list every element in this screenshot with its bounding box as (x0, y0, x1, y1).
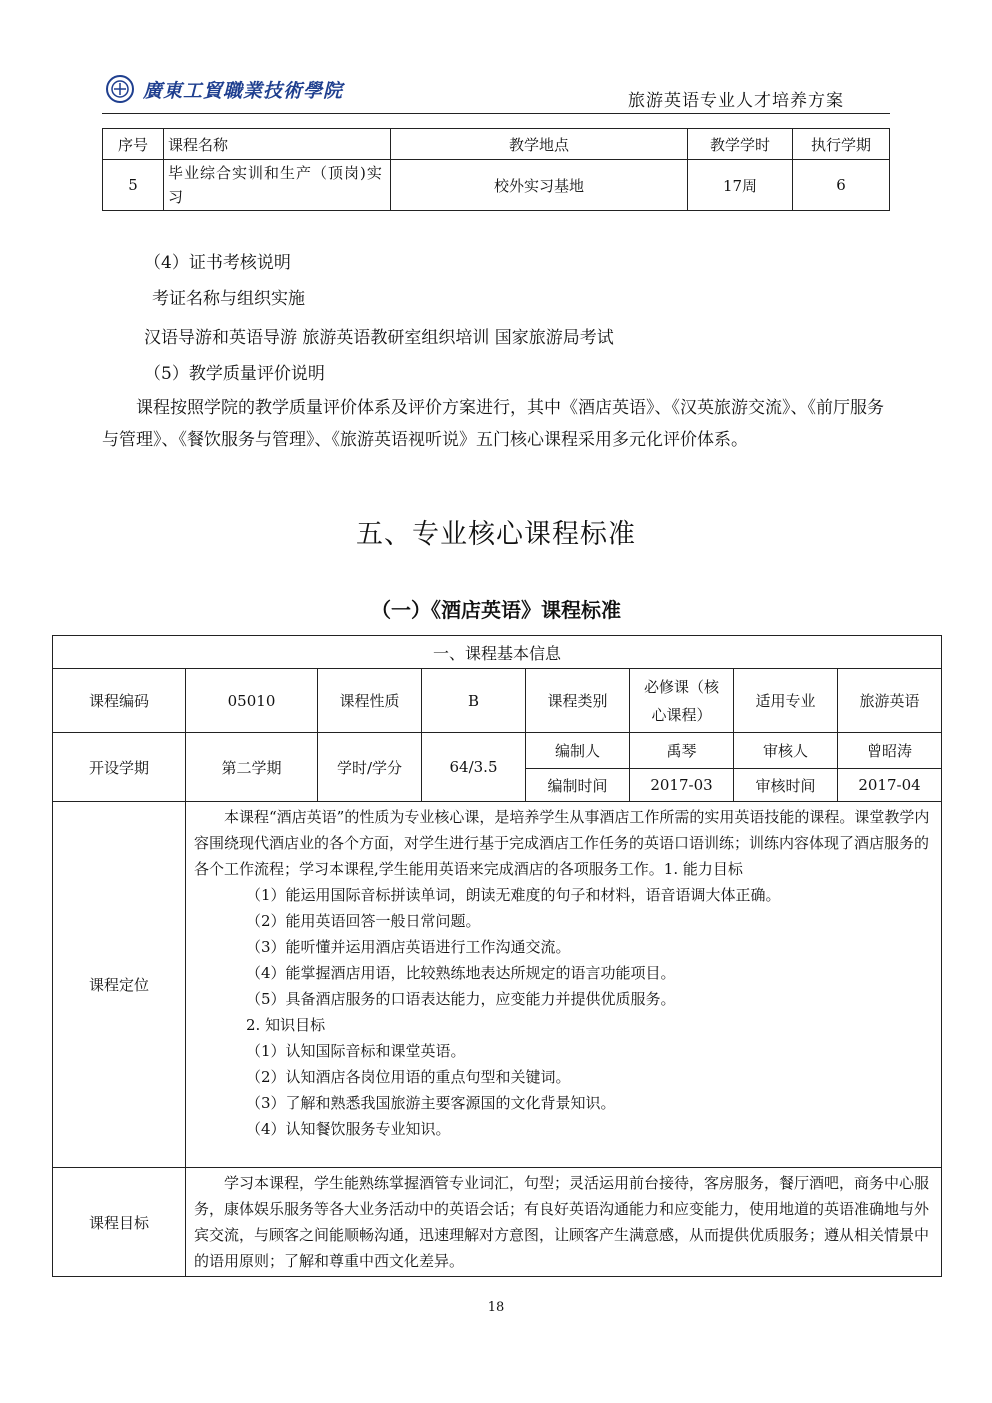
table-row (103, 160, 890, 211)
review-time-label: 审核时间 (734, 769, 838, 802)
position-label: 课程定位 (53, 802, 186, 1168)
edit-time: 2017-03 (630, 769, 734, 802)
knowledge-item: （3）了解和熟悉我国旅游主要客源国的文化背景知识。 (246, 1094, 616, 1112)
knowledge-item: （1）认知国际音标和课堂英语。 (246, 1042, 466, 1060)
header-cell: 序号 (103, 129, 164, 160)
course-hours: 64/3.5 (422, 733, 526, 802)
term-label: 开设学期 (53, 733, 186, 802)
course-reviewer: 曾昭涛 (838, 733, 942, 769)
goal-label: 课程目标 (53, 1168, 186, 1277)
course-position (186, 802, 942, 1168)
editor-label: 编制人 (526, 733, 630, 769)
section-title: 一、课程基本信息 (53, 636, 942, 669)
hours-label: 学时/学分 (318, 733, 422, 802)
header-divider (102, 113, 890, 114)
table-cell: 6 (793, 160, 890, 211)
school-emblem-icon (105, 74, 135, 104)
school-logo (105, 74, 343, 104)
header-cell: 教学地点 (391, 129, 688, 160)
page-number: 18 (487, 1300, 505, 1315)
code-label: 课程编码 (53, 669, 186, 733)
category-label: 课程类别 (526, 669, 630, 733)
knowledge-item: （2）认知酒店各岗位用语的重点句型和关键词。 (246, 1068, 571, 1086)
knowledge-heading: 2. 知识目标 (246, 1016, 326, 1034)
cert-heading: （4）证书考核说明 (144, 253, 291, 273)
ability-item: （5）具备酒店服务的口语表达能力，应变能力并提供优质服务。 (246, 990, 676, 1008)
sub-heading: （一）《酒店英语》课程标准 (371, 598, 621, 622)
course-nature: B (422, 669, 526, 733)
practice-course-table (102, 128, 890, 211)
course-category: 必修课（核心课程） (630, 669, 734, 733)
quality-paragraph: 课程按照学院的教学质量评价体系及评价方案进行，其中《酒店英语》、《汉英旅游交流》、《前厅服务与管理》、《餐饮服务与管理》、《旅游英语视听说》五门核心课程采用多元化评价体系。 (102, 398, 884, 450)
ability-item: （3）能听懂并运用酒店英语进行工作沟通交流。 (246, 938, 571, 956)
cert-line: 汉语导游和英语导游 旅游英语教研室组织培训 国家旅游局考试 (144, 328, 614, 348)
course-code: 05010 (186, 669, 318, 733)
course-goal (186, 1168, 942, 1277)
main-heading: 五、专业核心课程标准 (356, 519, 636, 550)
school-name: 廣東工貿職業技術學院 (143, 79, 344, 102)
course-major: 旅游英语 (838, 669, 942, 733)
ability-item: （1）能运用国际音标拼读单词，朗读无难度的句子和材料，语音语调大体正确。 (246, 886, 781, 904)
knowledge-item: （4）认知餐饮服务专业知识。 (246, 1120, 451, 1138)
goal-text: 学习本课程，学生能熟练掌握酒管专业词汇，句型；灵活运用前台接待，客房服务，餐厅酒吧，商务中心服务，康体娱乐服务等各大业务活动中的英语会话；有良好英语沟通能力和应变能力，使用地道的英语准确地与外宾交流，与顾客之间能顺畅沟通，迅速理解对方意图，让顾客产生满意感，从而提供优质服务；遵从相关情景中的语用原则；了解和尊重中西文化差异。 (194, 1174, 930, 1270)
edit-time-label: 编制时间 (526, 769, 630, 802)
table-cell: 5 (103, 160, 164, 211)
nature-label: 课程性质 (318, 669, 422, 733)
header-cell: 课程名称 (164, 129, 391, 160)
reviewer-label: 审核人 (734, 733, 838, 769)
course-editor: 禹琴 (630, 733, 734, 769)
major-label: 适用专业 (734, 669, 838, 733)
ability-item: （4）能掌握酒店用语，比较熟练地表达所规定的语言功能项目。 (246, 964, 676, 982)
course-term: 第二学期 (186, 733, 318, 802)
table-cell: 校外实习基地 (391, 160, 688, 211)
table-cell: 毕业综合实训和生产（顶岗)实习 (164, 160, 391, 211)
document-title: 旅游英语专业人才培养方案 (628, 91, 844, 111)
cert-subheading: 考证名称与组织实施 (152, 289, 305, 309)
header-cell: 执行学期 (793, 129, 890, 160)
position-intro: 本课程“酒店英语”的性质为专业核心课，是培养学生从事酒店工作所需的实用英语技能的课程。课堂教学内容围绕现代酒店业的各个方面，对学生进行基于完成酒店工作任务的英语口语训练；训练内容体现了酒店服务的各个工作流程；学习本课程,学生能用英语来完成酒店的各项服务工作。1. 能力目标 (194, 808, 930, 878)
course-standard-table (52, 635, 942, 1277)
table-header-row (103, 129, 890, 160)
quality-heading: （5）教学质量评价说明 (144, 364, 325, 384)
table-cell: 17周 (688, 160, 793, 211)
ability-item: （2）能用英语回答一般日常问题。 (246, 912, 481, 930)
header-cell: 教学学时 (688, 129, 793, 160)
review-time: 2017-04 (838, 769, 942, 802)
